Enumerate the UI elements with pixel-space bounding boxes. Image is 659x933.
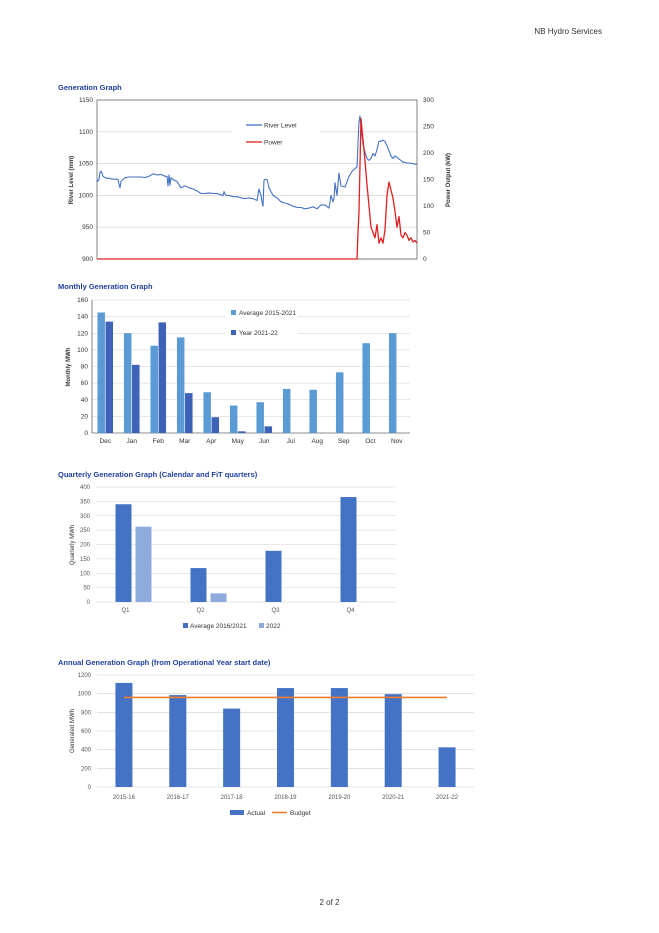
y-tick-label: 100 (77, 346, 88, 354)
x-tick-label: Jan (126, 438, 137, 445)
legend-label-river: River Level (264, 122, 297, 130)
x-tick-label: May (231, 438, 244, 445)
bar-actual (115, 683, 132, 787)
y-tick-label: 400 (79, 485, 90, 491)
x-tick-label: Aug (311, 438, 324, 445)
x-tick-label: 2019-20 (328, 795, 351, 801)
y-tick-label: 1000 (77, 691, 91, 698)
legend-label-year: Year 2021-22 (239, 330, 278, 337)
x-tick-label: 2016-17 (166, 795, 189, 801)
y-tick-label: 40 (80, 396, 88, 404)
y-tick-label: 350 (79, 499, 90, 506)
annual-graph-title: Annual Generation Graph (from Operational Year start date) (58, 658, 271, 667)
y2-tick-label: 250 (423, 123, 434, 131)
y-tick-label: 20 (80, 413, 88, 421)
y-tick-label: 80 (80, 363, 88, 371)
y-tick-label: 120 (77, 330, 88, 338)
y-tick-label: 300 (79, 513, 90, 520)
x-tick-label: Jul (286, 438, 295, 445)
legend-label-budget: Budget (290, 810, 311, 817)
y2-tick-label: 200 (423, 150, 434, 157)
y-tick-label: 1000 (78, 192, 93, 200)
y2-tick-label: 150 (423, 176, 434, 184)
bar-actual (277, 688, 294, 787)
y2-tick-label: 0 (423, 256, 427, 263)
y-tick-label: 200 (79, 542, 90, 549)
y-tick-label: 0 (87, 785, 91, 791)
bar-actual (385, 694, 402, 787)
x-tick-label: Nov (390, 438, 403, 445)
y-tick-label: 150 (79, 556, 90, 563)
x-tick-label: 2018-19 (274, 795, 297, 801)
bar-actual (223, 709, 240, 787)
y-tick-label: 950 (82, 224, 93, 232)
y-tick-label: 140 (77, 313, 88, 321)
legend-label-2022: 2022 (266, 623, 281, 630)
y-tick-label: 0 (84, 430, 88, 437)
y-tick-label: 800 (80, 710, 91, 717)
page-number: 2 of 2 (319, 898, 340, 907)
y-tick-label: 160 (77, 297, 88, 304)
x-tick-label: Oct (365, 438, 376, 445)
bar-actual (169, 695, 186, 787)
y-tick-label: 600 (80, 729, 91, 735)
generation-graph-title: Generation Graph (58, 83, 122, 92)
legend-label-actual: Actual (247, 810, 266, 817)
y-tick-label: 1150 (79, 97, 93, 104)
legend-swatch-actual (230, 810, 244, 815)
y-tick-label: 0 (86, 600, 90, 606)
legend-label-average: Average 2015-2021 (239, 310, 296, 317)
y-tick-label: 60 (80, 380, 88, 388)
y-tick-label: 1050 (78, 160, 93, 168)
legend-label-power: Power (264, 139, 283, 147)
x-tick-label: Dec (99, 438, 112, 445)
y2-tick-label: 50 (423, 229, 431, 237)
x-tick-label: 2017-18 (220, 795, 243, 801)
x-tick-label: Feb (152, 438, 164, 445)
bar-actual (439, 747, 456, 787)
quarterly-graph-title: Quarterly Generation Graph (Calendar and FiT quarters) (58, 470, 258, 479)
legend-label-average: Average 2016/2021 (190, 623, 247, 630)
y2-tick-label: 300 (423, 97, 434, 104)
y-axis-label: Quarterly MWh (70, 524, 76, 566)
y-tick-label: 200 (80, 766, 91, 773)
x-tick-label: Mar (179, 438, 191, 445)
bar-actual (331, 688, 348, 787)
x-tick-label: 2021-22 (436, 795, 459, 801)
x-tick-label: Sep (337, 438, 350, 445)
y-tick-label: 900 (82, 256, 93, 263)
y2-tick-label: 100 (423, 203, 434, 210)
y-tick-label: 1100 (79, 128, 93, 136)
y-tick-label: 400 (80, 747, 91, 754)
y-tick-label: 50 (83, 585, 90, 592)
x-tick-label: Q3 (271, 608, 280, 614)
y2-axis-label: Power Output (kW) (446, 153, 452, 207)
company-header: NB Hydro Services (534, 27, 602, 36)
y-axis-label: Monthly MWh (66, 347, 72, 387)
x-tick-label: Jun (259, 438, 270, 445)
x-tick-label: 2015-16 (112, 795, 135, 801)
y-tick-label: 1200 (77, 673, 91, 679)
x-tick-label: Q4 (346, 608, 355, 614)
y-tick-label: 250 (79, 528, 90, 535)
monthly-graph-title: Monthly Generation Graph (58, 282, 153, 291)
x-tick-label: Apr (206, 438, 217, 445)
x-tick-label: Q2 (196, 608, 205, 614)
x-tick-label: 2020-21 (382, 795, 405, 801)
x-tick-label: Q1 (121, 608, 130, 614)
y-tick-label: 100 (79, 571, 90, 578)
y-axis-label: River Level (mm) (69, 155, 75, 205)
y-axis-label: Generated MWh (70, 708, 76, 754)
